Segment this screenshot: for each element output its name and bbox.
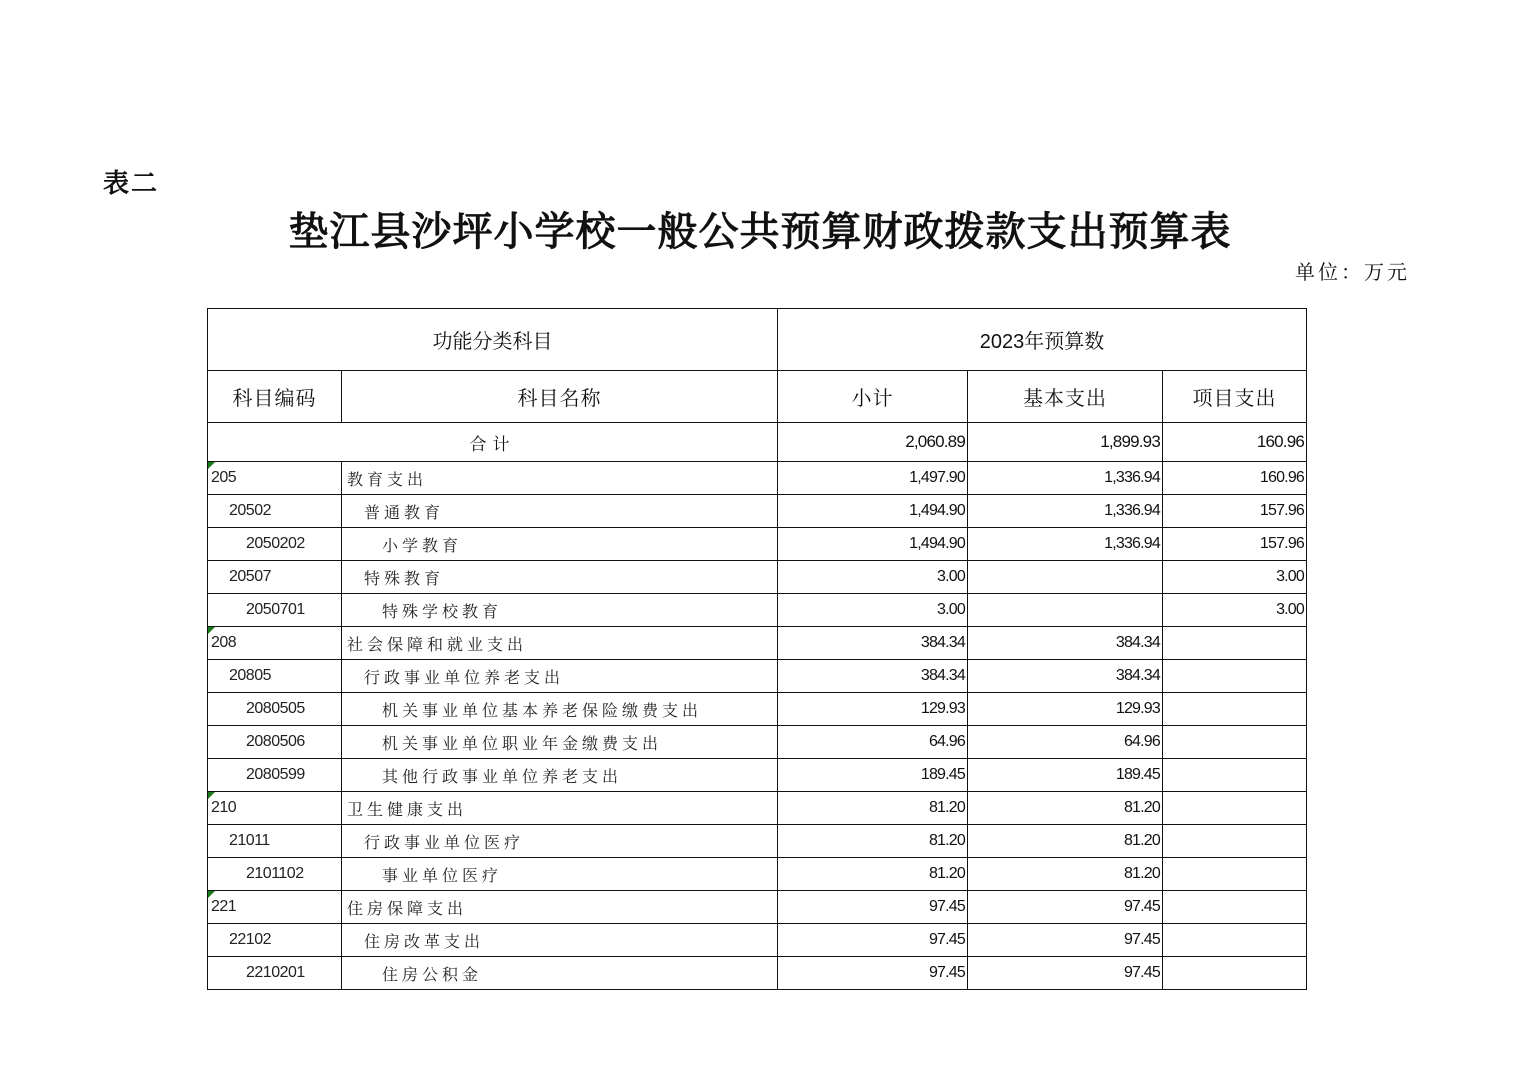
cell-project bbox=[1163, 627, 1307, 660]
cell-project: 3.00 bbox=[1163, 561, 1307, 594]
budget-table bbox=[207, 308, 1307, 990]
cell-name: 小学教育 bbox=[342, 528, 778, 561]
cell-marker-icon bbox=[208, 891, 215, 898]
cell-project bbox=[1163, 759, 1307, 792]
cell-code: 2101102 bbox=[208, 858, 342, 891]
cell-basic: 189.45 bbox=[968, 759, 1163, 792]
cell-code: 2080599 bbox=[208, 759, 342, 792]
cell-basic: 1,336.94 bbox=[968, 462, 1163, 495]
cell-name: 住房公积金 bbox=[342, 957, 778, 990]
cell-subtotal: 64.96 bbox=[778, 726, 968, 759]
header-row-2 bbox=[208, 371, 1307, 423]
table-row bbox=[208, 660, 1307, 693]
table-row bbox=[208, 561, 1307, 594]
cell-basic: 1,336.94 bbox=[968, 528, 1163, 561]
cell-name: 事业单位医疗 bbox=[342, 858, 778, 891]
cell-project bbox=[1163, 858, 1307, 891]
cell-basic bbox=[968, 561, 1163, 594]
header-basic: 基本支出 bbox=[968, 371, 1163, 423]
cell-code: 221 bbox=[208, 891, 342, 924]
cell-name: 机关事业单位职业年金缴费支出 bbox=[342, 726, 778, 759]
cell-project bbox=[1163, 825, 1307, 858]
cell-basic: 97.45 bbox=[968, 891, 1163, 924]
cell-subtotal: 189.45 bbox=[778, 759, 968, 792]
header-subtotal: 小计 bbox=[778, 371, 968, 423]
cell-name: 卫生健康支出 bbox=[342, 792, 778, 825]
cell-project: 157.96 bbox=[1163, 528, 1307, 561]
cell-name: 教育支出 bbox=[342, 462, 778, 495]
document-title: 垫江县沙坪小学校一般公共预算财政拨款支出预算表 bbox=[288, 208, 1232, 255]
cell-project bbox=[1163, 660, 1307, 693]
cell-marker-icon bbox=[208, 627, 215, 634]
cell-code: 2080506 bbox=[208, 726, 342, 759]
cell-project bbox=[1163, 924, 1307, 957]
cell-project bbox=[1163, 726, 1307, 759]
cell-basic: 81.20 bbox=[968, 792, 1163, 825]
cell-subtotal: 97.45 bbox=[778, 957, 968, 990]
cell-project: 3.00 bbox=[1163, 594, 1307, 627]
table-row bbox=[208, 891, 1307, 924]
table-row bbox=[208, 462, 1307, 495]
cell-subtotal: 1,497.90 bbox=[778, 462, 968, 495]
cell-marker-icon bbox=[208, 792, 215, 799]
cell-code: 20507 bbox=[208, 561, 342, 594]
header-code: 科目编码 bbox=[208, 371, 342, 423]
cell-project: 157.96 bbox=[1163, 495, 1307, 528]
cell-subtotal: 3.00 bbox=[778, 561, 968, 594]
header-budget-2023: 2023年预算数 bbox=[778, 309, 1307, 371]
cell-name: 机关事业单位基本养老保险缴费支出 bbox=[342, 693, 778, 726]
cell-code: 208 bbox=[208, 627, 342, 660]
table-row bbox=[208, 825, 1307, 858]
total-subtotal: 2,060.89 bbox=[778, 423, 968, 462]
table-row bbox=[208, 627, 1307, 660]
total-project: 160.96 bbox=[1163, 423, 1307, 462]
cell-code: 205 bbox=[208, 462, 342, 495]
cell-name: 社会保障和就业支出 bbox=[342, 627, 778, 660]
table-row bbox=[208, 495, 1307, 528]
cell-code: 22102 bbox=[208, 924, 342, 957]
header-function-category: 功能分类科目 bbox=[208, 309, 778, 371]
table-row bbox=[208, 528, 1307, 561]
cell-code: 20502 bbox=[208, 495, 342, 528]
cell-subtotal: 384.34 bbox=[778, 627, 968, 660]
cell-name: 特殊教育 bbox=[342, 561, 778, 594]
cell-subtotal: 97.45 bbox=[778, 891, 968, 924]
total-label: 合计 bbox=[208, 423, 778, 462]
cell-basic: 97.45 bbox=[968, 924, 1163, 957]
table-label: 表二 bbox=[103, 169, 160, 199]
cell-basic bbox=[968, 594, 1163, 627]
table-row bbox=[208, 924, 1307, 957]
unit-label: 单位：万元 bbox=[1295, 260, 1410, 284]
cell-name: 住房改革支出 bbox=[342, 924, 778, 957]
table-row bbox=[208, 957, 1307, 990]
cell-basic: 384.34 bbox=[968, 627, 1163, 660]
header-row-1 bbox=[208, 309, 1307, 371]
table-row bbox=[208, 693, 1307, 726]
cell-code: 2080505 bbox=[208, 693, 342, 726]
cell-project: 160.96 bbox=[1163, 462, 1307, 495]
cell-project bbox=[1163, 957, 1307, 990]
table-row bbox=[208, 792, 1307, 825]
total-row bbox=[208, 423, 1307, 462]
cell-subtotal: 1,494.90 bbox=[778, 495, 968, 528]
cell-basic: 81.20 bbox=[968, 825, 1163, 858]
cell-subtotal: 384.34 bbox=[778, 660, 968, 693]
cell-code: 21011 bbox=[208, 825, 342, 858]
table-row bbox=[208, 759, 1307, 792]
cell-code: 20805 bbox=[208, 660, 342, 693]
cell-subtotal: 81.20 bbox=[778, 792, 968, 825]
cell-name: 行政事业单位医疗 bbox=[342, 825, 778, 858]
cell-name: 特殊学校教育 bbox=[342, 594, 778, 627]
cell-subtotal: 3.00 bbox=[778, 594, 968, 627]
cell-name: 住房保障支出 bbox=[342, 891, 778, 924]
cell-code: 2050701 bbox=[208, 594, 342, 627]
cell-name: 其他行政事业单位养老支出 bbox=[342, 759, 778, 792]
cell-code: 210 bbox=[208, 792, 342, 825]
cell-name: 普通教育 bbox=[342, 495, 778, 528]
cell-basic: 129.93 bbox=[968, 693, 1163, 726]
cell-subtotal: 81.20 bbox=[778, 825, 968, 858]
cell-basic: 97.45 bbox=[968, 957, 1163, 990]
cell-basic: 81.20 bbox=[968, 858, 1163, 891]
table-row bbox=[208, 594, 1307, 627]
cell-basic: 64.96 bbox=[968, 726, 1163, 759]
cell-basic: 384.34 bbox=[968, 660, 1163, 693]
cell-subtotal: 81.20 bbox=[778, 858, 968, 891]
cell-name: 行政事业单位养老支出 bbox=[342, 660, 778, 693]
table-row bbox=[208, 726, 1307, 759]
cell-code: 2210201 bbox=[208, 957, 342, 990]
cell-project bbox=[1163, 693, 1307, 726]
table-row bbox=[208, 858, 1307, 891]
cell-subtotal: 1,494.90 bbox=[778, 528, 968, 561]
cell-code: 2050202 bbox=[208, 528, 342, 561]
cell-subtotal: 129.93 bbox=[778, 693, 968, 726]
cell-marker-icon bbox=[208, 462, 215, 469]
cell-project bbox=[1163, 792, 1307, 825]
total-basic: 1,899.93 bbox=[968, 423, 1163, 462]
cell-project bbox=[1163, 891, 1307, 924]
header-name: 科目名称 bbox=[342, 371, 778, 423]
cell-basic: 1,336.94 bbox=[968, 495, 1163, 528]
header-project: 项目支出 bbox=[1163, 371, 1307, 423]
cell-subtotal: 97.45 bbox=[778, 924, 968, 957]
